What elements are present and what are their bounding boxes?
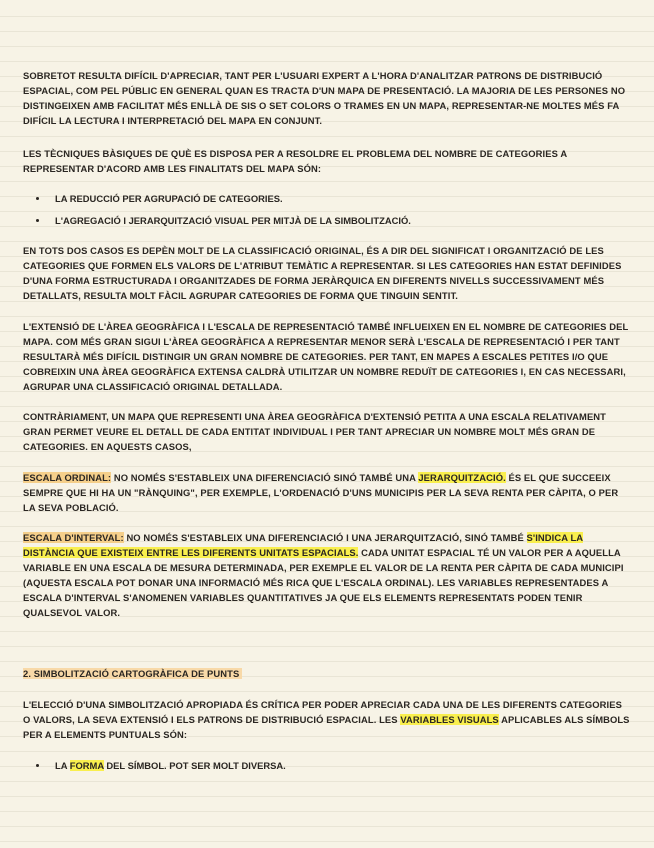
paragraph-interval-scale: ESCALA D'INTERVAL: NO NOMÉS S'ESTABLEIX UNA DIFERENCIACIÓ I UNA JERARQUITZACIÓ, SINÓ TAMBÉ S'INDICA LA DISTÀNCIA QUE EXISTEIX ENTRE LES DIFERENTS UNITATS ESPACIALS. CADA UNITAT ESPACIAL TÉ UN VALOR PER A AQUELLA VARIABLE EN UNA ESCALA DE MESURA DETERMINADA, PER EXEMPLE EL VALOR DE LA RENTA PER CÀPITA DE CADA MUNICIPI (AQUESTA ESCALA POT DONAR UNA INFORMACIÓ MÉS RICA QUE L'ESCALA ORDINAL). LES VARIABLES REPRESENTADES A ESCALA D'INTERVAL S'ANOMENEN VARIABLES QUANTITATIVES JA QUE ELS ELEMENTS REPRESENTATS PODEN TENIR QUALSEVOL VALOR. bbox=[23, 532, 624, 618]
paragraph-ordinal-scale: ESCALA ORDINAL: NO NOMÉS S'ESTABLEIX UNA DIFERENCIACIÓ SINÓ TAMBÉ UNA JERARQUITZACIÓ. ÉS EL QUE SUCCEEIX SEMPRE QUE HI HA UN "RÀNQUING", PER EXEMPLE, L'ORDENACIÓ D'UNS MUNICIPIS PER LA SEVA RENTA PER CÀPITA, O PER LA SEVA POBLACIÓ. bbox=[23, 472, 619, 513]
paragraph-techniques: LES TÈCNIQUES BÀSIQUES DE QUÈ ES DISPOSA PER A RESOLDRE EL PROBLEMA DEL NOMBRE DE CATEGORIES A REPRESENTAR D'ACORD AMB LES FINALITATS DEL MAPA SÓN: bbox=[23, 148, 567, 174]
paragraph-legibility: SOBRETOT RESULTA DIFÍCIL D'APRECIAR, TANT PER L'USUARI EXPERT A L'HORA D'ANALITZAR PATRONS DE DISTRIBUCIÓ ESPACIAL, COM PEL PÚBLIC EN GENERAL QUAN ES TRACTA D'UN MAPA DE PRESENTACIÓ. LA MAJORIA DE LES PERSONES NO DISTINGEIXEN AMB FACILITAT MÉS ENLLÀ DE SIS O SET COLORS O TRAMES EN UN MAPA, REPRESENTAR-NE MOLTES MÉS FA DIFÍCIL LA LECTURA I INTERPRETACIÓ DEL MAPA EN CONJUNT. bbox=[23, 70, 626, 126]
paragraph-contrariament: CONTRÀRIAMENT, UN MAPA QUE REPRESENTI UNA ÀREA GEOGRÀFICA D'EXTENSIÓ PETITA A UNA ESCALA RELATIVAMENT GRAN PERMET VEURE EL DETALL DE CADA ENTITAT INDIVIDUAL I PER TANT APRECIAR UN NOMBRE MOLT MÉS GRAN DE CATEGORIES. EN AQUESTS CASOS, bbox=[23, 411, 606, 452]
list-item: L'AGREGACIÓ I JERARQUITZACIÓ VISUAL PER MITJÀ DE LA SIMBOLITZACIÓ. bbox=[23, 213, 631, 228]
techniques-list bbox=[23, 191, 631, 228]
highlight-distance: S'INDICA LA DISTÀNCIA QUE EXISTEIX ENTRE LES DIFERENTS UNITATS ESPACIALS. bbox=[23, 532, 584, 558]
paragraph-symbolization: L'ELECCIÓ D'UNA SIMBOLITZACIÓ APROPIADA ÉS CRÍTICA PER PODER APRECIAR CADA UNA DE LES DIFERENTS CATEGORIES O VALORS, LA SEVA EXTENSIÓ I ELS PATRONS DE DISTRIBUCIÓ ESPACIAL. LES VARIABLES VISUALS APLICABLES ALS SÍMBOLS PER A ELEMENTS PUNTUALS SÓN: bbox=[23, 699, 630, 740]
paragraph-classification: EN TOTS DOS CASOS ES DEPÈN MOLT DE LA CLASSIFICACIÓ ORIGINAL, ÉS A DIR DEL SIGNIFICAT I ORGANITZACIÓ DE LES CATEGORIES QUE FORMEN ELS VALORS DE L'ATRIBUT TEMÀTIC A REPRESENTAR. SI LES CATEGORIES HAN ESTAT DEFINIDES D'UNA FORMA ESTRUCTURADA I ORGANITZADES DE FORMA JERÀRQUICA EN DIFERENTS NIVELLS SUCCESSIVAMENT MÉS DETALLATS, RESULTA MOLT FÀCIL AGRUPAR CATEGORIES DE FORMA QUE TINGUIN SENTIT. bbox=[23, 245, 622, 301]
highlight-visual-variables: VARIABLES VISUALS bbox=[400, 714, 499, 725]
highlight-jerarquitzacio: JERARQUITZACIÓ. bbox=[418, 472, 506, 483]
section-title: 2. SIMBOLITZACIÓ CARTOGRÀFICA DE PUNTS bbox=[23, 668, 242, 679]
interval-scale-label: ESCALA D'INTERVAL: bbox=[23, 532, 124, 543]
ordinal-scale-label: ESCALA ORDINAL: bbox=[23, 472, 112, 483]
list-item: LA REDUCCIÓ PER AGRUPACIÓ DE CATEGORIES. bbox=[23, 191, 631, 206]
paragraph-extension: L'EXTENSIÓ DE L'ÀREA GEOGRÀFICA I L'ESCALA DE REPRESENTACIÓ TAMBÉ INFLUEIXEN EN EL NOMBRE DE CATEGORIES DEL MAPA. COM MÉS GRAN SIGUI L'ÀREA GEOGRÀFICA A REPRESENTAR MENOR SERÀ L'ESCALA DE REPRESENTACIÓ I PER TANT RESULTARÀ MÉS DIFÍCIL DISTINGIR UN GRAN NOMBRE DE CATEGORIES. PER TANT, EN MAPES A ESCALES PETITES I/O QUE COBREIXIN UNA ÀREA GEOGRÀFICA EXTENSA CALDRÀ UTILITZAR UN NOMBRE REDUÏT DE CATEGORIES I, EN CAS NECESSARI, AGRUPAR UNA CLASSIFICACIÓ ORIGINAL DETALLADA. bbox=[23, 321, 629, 392]
list-item: LA FORMA DEL SÍMBOL. POT SER MOLT DIVERSA. bbox=[23, 758, 631, 773]
highlight-forma: FORMA bbox=[69, 760, 104, 771]
bullet-icon bbox=[36, 764, 39, 767]
bullet-icon bbox=[36, 219, 39, 222]
bullet-icon bbox=[36, 197, 39, 200]
visual-variables-list bbox=[23, 758, 631, 773]
section-heading bbox=[23, 666, 631, 681]
